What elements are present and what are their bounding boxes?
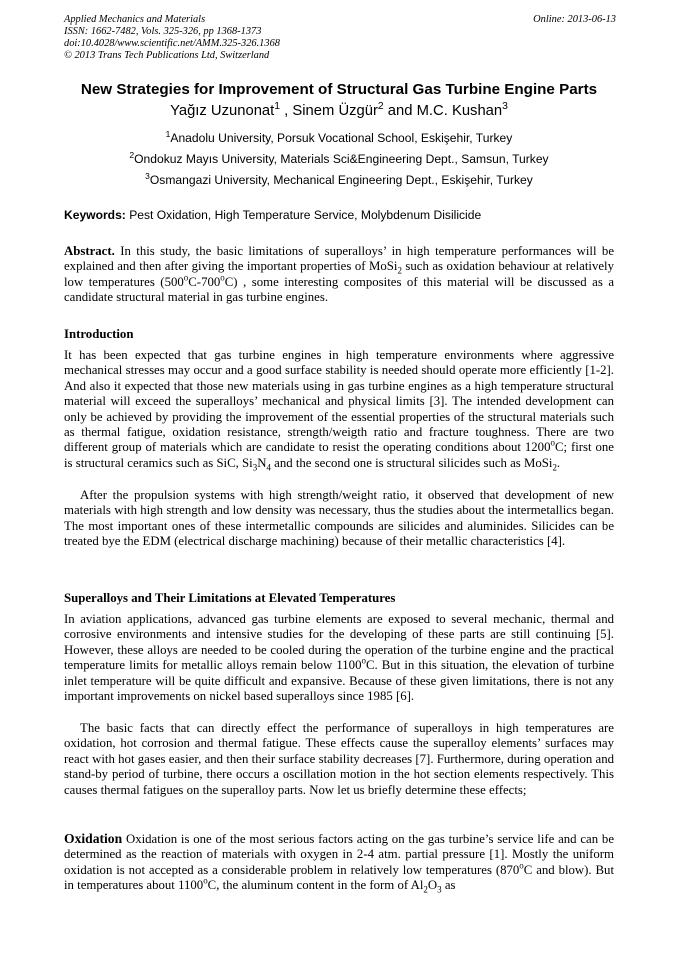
subscript: 2 (423, 884, 428, 895)
affiliation (0, 128, 678, 145)
section-heading-introduction: Introduction (64, 327, 134, 341)
paragraph-text: C, the aluminum content in the form of Al (207, 878, 424, 893)
keywords-label: Keywords: (64, 208, 126, 222)
issn-line: ISSN: 1662-7482, Vols. 325-326, pp 1368-1373 (64, 26, 262, 37)
section-heading-superalloys: Superalloys and Their Limitations at Elevated Temperatures (64, 591, 396, 605)
author-name: Yağız Uzunonat (170, 103, 275, 119)
affiliation-number: 3 (145, 170, 150, 181)
body-paragraph: After the propulsion systems with high strength/weight ratio, it observed that development of new materials with high strength and low density was necessary, thus the studies about the intermetallics began. The most important ones of these intermetallic compounds are silicides and aluminides. Silicides can be treated bye the EDM (electrical discharge machining) because of their metallic characteristics [4]. (64, 488, 614, 549)
subscript: 4 (266, 462, 271, 473)
author-name: M.C. Kushan (416, 103, 503, 119)
paragraph-text: O (427, 878, 438, 893)
paragraph-text: It has been expected that gas turbine engines in high temperature environments where aggressive mechanical stresses may occur and a good surface stability is needed should operate more efficiently [1-2]. And also it expected that those new materials using in gas turbine engines as a high temperature structural material will exceed the superalloys’ mechanical and physical limits [3]. The intended development can only be achieved by providing the improvement of the essential properties of the structural materials such as thermal fatigue, oxidation resistance, strength/weigth ratio and fracture toughness. There are two different group of materials which are candidate to resist the operating conditions about 1200 (64, 348, 614, 455)
doi-line: doi:10.4028/www.scientific.net/AMM.325-326.1368 (64, 38, 280, 49)
degree-sign: o (519, 860, 524, 871)
body-paragraph: The basic facts that can directly effect the performance of superalloys in high temperatures are oxidation, hot corrosion and thermal fatigue. These effects cause the superalloy elements’ surfaces may react with hot gases easier, and then their surface stability decreases [7]. Furthermore, during operation and stand-by period of turbine, there occurs a oscillation motion in the hot section elements respectively. This causes thermal fatigues on the superalloy parts. Now let us briefly determine these effects; (64, 721, 614, 797)
affiliation-text: Osmangazi University, Mechanical Engineering Dept., Eskişehir, Turkey (149, 173, 533, 187)
paragraph-text: . (556, 455, 561, 470)
journal-header (64, 14, 616, 62)
paragraph-text: as (441, 878, 456, 893)
abstract-text: C-700 (188, 274, 221, 289)
online-date: Online: 2013-06-13 (533, 14, 616, 25)
author-affiliation-mark: 1 (274, 101, 281, 113)
paragraph-text: C; first one is structural ceramics such as SiC, Si (64, 440, 614, 470)
copyright-line: © 2013 Trans Tech Publications Ltd, Switzerland (64, 50, 270, 61)
degree-sign: o (183, 272, 189, 283)
subscript: 2 (552, 462, 557, 473)
oxidation-label: Oxidation (64, 831, 123, 846)
body-paragraph-oxidation (64, 831, 614, 894)
affiliation (0, 170, 678, 187)
author-separator: , (280, 103, 293, 119)
abstract-text: C) , some interesting composites of this material will be discussed as a candidate structural material in gas turbine engines. (64, 274, 614, 305)
author-list (0, 103, 678, 119)
affiliation-text: Ondokuz Mayıs University, Materials Sci&Engineering Dept., Samsun, Turkey (134, 152, 549, 166)
paragraph-text: C and blow). But in temperatures about 1100 (64, 862, 615, 893)
author-affiliation-mark: 3 (502, 101, 508, 113)
abstract-label: Abstract. (64, 244, 115, 258)
affiliation-number: 2 (129, 149, 135, 160)
abstract-text: In this study, the basic limitations of superalloys’ in high temperature performances will be explained and then after giving the important properties of MoSi (64, 244, 614, 274)
keywords-line (64, 208, 624, 222)
affiliation-number: 1 (165, 128, 171, 139)
paragraph-text: N (257, 455, 267, 470)
degree-sign: o (550, 438, 555, 449)
degree-sign: o (203, 875, 208, 886)
affiliation-text: Anadolu University, Porsuk Vocational School, Eskişehir, Turkey (170, 131, 513, 145)
paragraph-text: Oxidation is one of the most serious factors acting on the gas turbine’s service life and can be determined as the reaction of materials with oxygen in 2-4 atm. partial pressure [1]. Mostly the uniform oxidation is not accepted as a considerable problem in relatively low temperatures (870 (64, 832, 614, 877)
subscript: 3 (252, 462, 258, 473)
paragraph-text: and the second one is structural silicides such as MoSi (270, 455, 553, 470)
abstract-paragraph (64, 244, 614, 306)
degree-sign: o (361, 655, 366, 666)
journal-name: Applied Mechanics and Materials (64, 14, 206, 25)
paper-title: New Strategies for Improvement of Structural Gas Turbine Engine Parts (80, 81, 598, 98)
paragraph-text: In aviation applications, advanced gas turbine elements are exposed to several mechanic, thermal and corrosive environments and intensive studies for the developing of these parts are still continuing [5]. However, these alloys are needed to be cooled during the operation of the turbine engine and the practical temperature limits for metallic alloys remain below 1100 (64, 612, 614, 673)
degree-sign: o (220, 272, 225, 283)
subscript: 2 (397, 265, 402, 276)
body-paragraph (64, 348, 614, 471)
abstract-text: such as oxidation behaviour at relatively low temperatures (500 (64, 259, 615, 289)
author-separator: and (383, 103, 417, 119)
affiliation (0, 149, 678, 166)
author-name: Sinem Üzgür (292, 103, 378, 119)
body-paragraph (64, 612, 614, 704)
subscript: 3 (437, 884, 442, 895)
author-affiliation-mark: 2 (377, 101, 384, 113)
paragraph-text: C. But in this situation, the elevation of turbine inlet temperature will be quite difficult and expansive. Because of these given limitations, there is not any important improvements on nickel based superalloys since 1985 [6]. (64, 658, 614, 704)
keywords-text: Pest Oxidation, High Temperature Service, Molybdenum Disilicide (129, 208, 482, 222)
